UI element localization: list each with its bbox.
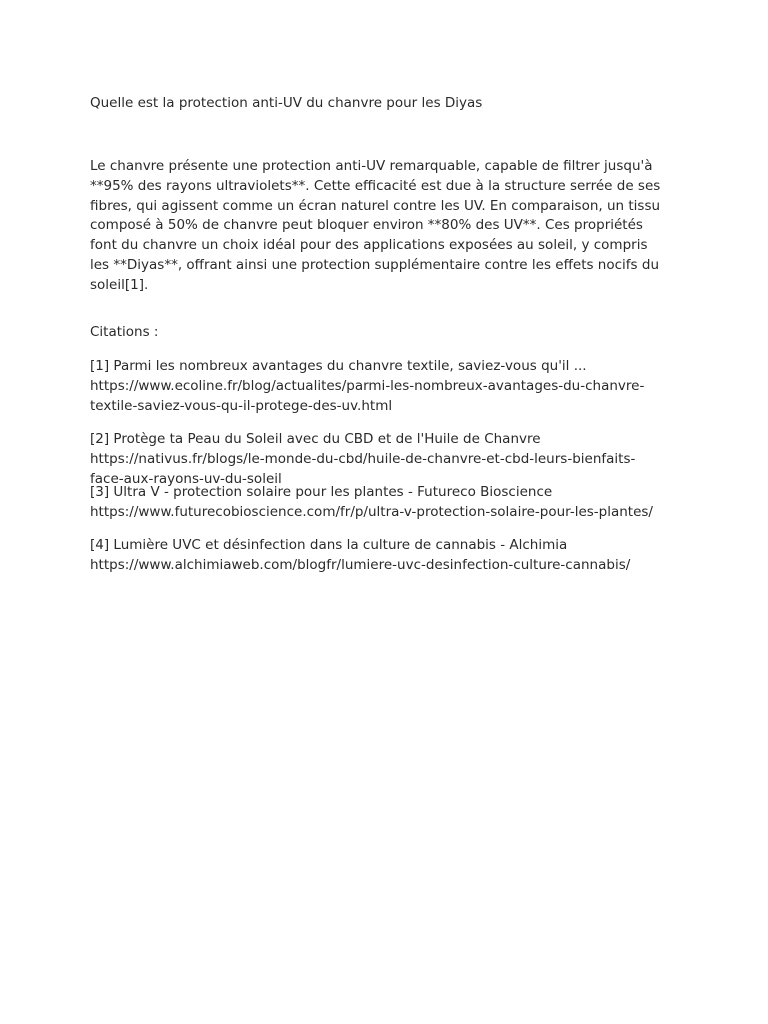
citations-heading: Citations : [90,324,159,340]
citation-label: [4] Lumière UVC et désinfection dans la culture de cannabis - Alchimia [90,537,568,553]
citation-label: [2] Protège ta Peau du Soleil avec du CBD et de l'Huile de Chanvre [90,431,541,447]
citation-item [90,535,668,575]
citation-item [90,356,668,416]
document-title: Quelle est la protection anti-UV du chanvre pour les Diyas [90,95,483,111]
citation-url[interactable]: https://www.futurecobioscience.com/fr/p/ultra-v-protection-solaire-pour-les-plantes/ [90,504,653,520]
citation-label: [1] Parmi les nombreux avantages du chanvre textile, saviez-vous qu'il ... [90,358,587,374]
citation-url[interactable]: https://nativus.fr/blogs/le-monde-du-cbd/huile-de-chanvre-et-cbd-leurs-bienfaits-face-aux-rayons-uv-du-soleil [90,451,636,487]
citation-url[interactable]: https://www.alchimiaweb.com/blogfr/lumiere-uvc-desinfection-culture-cannabis/ [90,557,631,573]
citation-label: [3] Ultra V - protection solaire pour les plantes - Futureco Bioscience [90,484,553,500]
citation-url[interactable]: https://www.ecoline.fr/blog/actualites/parmi-les-nombreux-avantages-du-chanvre-textile-saviez-vous-qu-il-protege-des-uv.html [90,378,645,414]
document-body: Le chanvre présente une protection anti-UV remarquable, capable de filtrer jusqu'à **95% des rayons ultraviolets**. Cette efficacité est due à la structure serrée de ses fibres, qui agissent comme un écran naturel contre les UV. En comparaison, un tissu composé à 50% de chanvre peut bloquer environ **80% des UV**. Ces propriétés font du chanvre un choix idéal pour des applications exposées au soleil, y compris les **Diyas**, offrant ainsi une protection supplémentaire contre les effets nocifs du soleil[1]. [90,158,661,293]
citation-item [90,482,668,522]
citation-item [90,429,668,489]
